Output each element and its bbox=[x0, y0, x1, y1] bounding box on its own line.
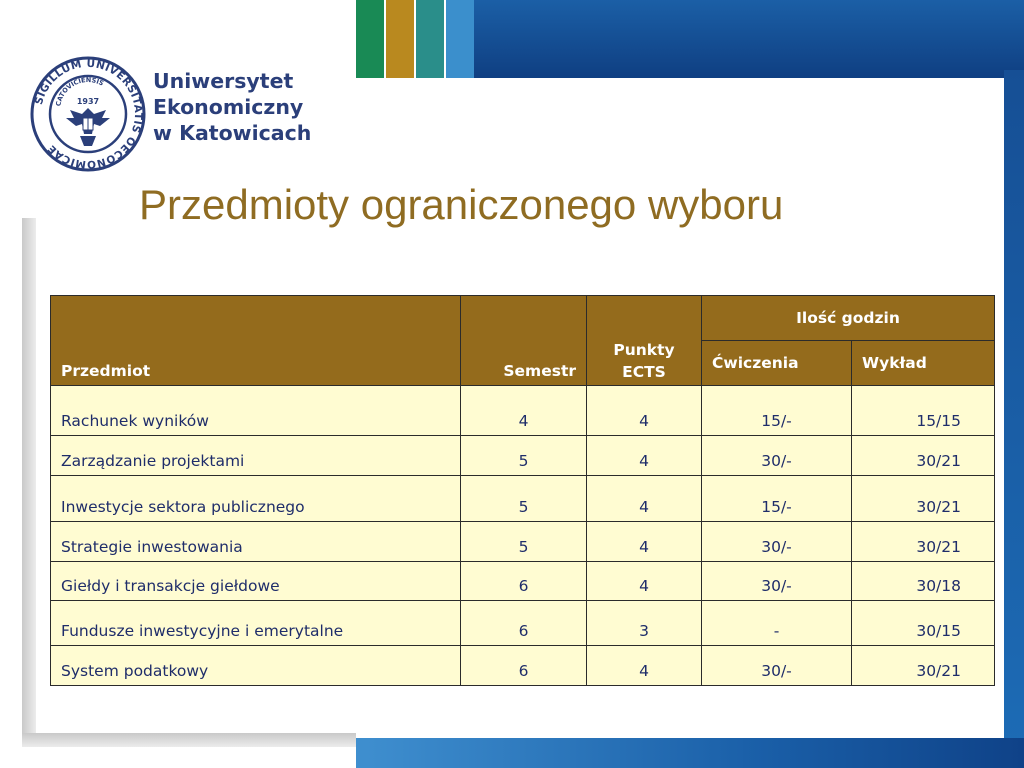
cell-exercises: 30/- bbox=[702, 562, 852, 601]
cell-exercises: 30/- bbox=[702, 436, 852, 476]
university-name-line1: Uniwersytet bbox=[153, 69, 294, 93]
header-ects-label: Punkty ECTS bbox=[613, 340, 675, 381]
table-row bbox=[51, 386, 995, 436]
cell-semester: 5 bbox=[461, 476, 587, 522]
cell-ects: 4 bbox=[587, 646, 702, 686]
cell-lecture: 30/21 bbox=[852, 476, 995, 522]
header-hours-group: Ilość godzin bbox=[702, 296, 995, 341]
green-stripe bbox=[356, 0, 384, 78]
table-row bbox=[51, 522, 995, 562]
bottom-decorative-band bbox=[356, 738, 1024, 768]
cell-ects: 4 bbox=[587, 436, 702, 476]
cell-ects: 4 bbox=[587, 522, 702, 562]
table-row bbox=[51, 646, 995, 686]
cell-exercises: 30/- bbox=[702, 646, 852, 686]
table-row bbox=[51, 601, 995, 646]
left-shadow bbox=[22, 218, 36, 733]
cell-semester: 5 bbox=[461, 522, 587, 562]
table-row bbox=[51, 436, 995, 476]
blue-stripe bbox=[446, 0, 474, 78]
cell-exercises: 15/- bbox=[702, 476, 852, 522]
university-seal-logo bbox=[30, 56, 146, 172]
cell-ects: 4 bbox=[587, 562, 702, 601]
teal-stripe bbox=[416, 0, 444, 78]
university-name-line2: Ekonomiczny bbox=[153, 95, 304, 119]
cell-lecture: 30/18 bbox=[852, 562, 995, 601]
cell-exercises: 15/- bbox=[702, 386, 852, 436]
cell-ects: 3 bbox=[587, 601, 702, 646]
cell-exercises: - bbox=[702, 601, 852, 646]
cell-semester: 6 bbox=[461, 601, 587, 646]
seal-year: 1937 bbox=[76, 97, 100, 106]
cell-ects: 4 bbox=[587, 476, 702, 522]
cell-subject: Rachunek wyników bbox=[51, 386, 461, 436]
cell-lecture: 15/15 bbox=[852, 386, 995, 436]
right-decorative-band bbox=[1004, 70, 1024, 768]
cell-semester: 6 bbox=[461, 562, 587, 601]
subjects-table bbox=[50, 295, 995, 686]
seal-city-text: CATOVICIENSIS bbox=[54, 75, 106, 107]
gold-stripe bbox=[386, 0, 414, 78]
table-row bbox=[51, 476, 995, 522]
university-name-line3: w Katowicach bbox=[153, 121, 312, 145]
university-name bbox=[153, 68, 311, 146]
header-semester: Semestr bbox=[461, 296, 587, 386]
slide-title: Przedmioty ograniczonego wyboru bbox=[139, 181, 784, 228]
header-subject: Przedmiot bbox=[51, 296, 461, 386]
cell-lecture: 30/21 bbox=[852, 436, 995, 476]
header-ects bbox=[587, 296, 702, 386]
cell-exercises: 30/- bbox=[702, 522, 852, 562]
cell-lecture: 30/15 bbox=[852, 601, 995, 646]
cell-subject: System podatkowy bbox=[51, 646, 461, 686]
cell-subject: Giełdy i transakcje giełdowe bbox=[51, 562, 461, 601]
cell-lecture: 30/21 bbox=[852, 646, 995, 686]
cell-subject: Fundusze inwestycyjne i emerytalne bbox=[51, 601, 461, 646]
table-row bbox=[51, 562, 995, 601]
cell-subject: Strategie inwestowania bbox=[51, 522, 461, 562]
header-lecture: Wykład bbox=[852, 341, 995, 386]
top-decorative-band bbox=[474, 0, 1024, 78]
seal-ring-text: SIGILLUM UNIVERSITATIS OECONOMICAE bbox=[32, 57, 145, 171]
cell-subject: Zarządzanie projektami bbox=[51, 436, 461, 476]
cell-lecture: 30/21 bbox=[852, 522, 995, 562]
cell-semester: 4 bbox=[461, 386, 587, 436]
header-exercises: Ćwiczenia bbox=[702, 341, 852, 386]
bottom-shadow bbox=[22, 733, 356, 747]
cell-semester: 5 bbox=[461, 436, 587, 476]
cell-subject: Inwestycje sektora publicznego bbox=[51, 476, 461, 522]
cell-semester: 6 bbox=[461, 646, 587, 686]
cell-ects: 4 bbox=[587, 386, 702, 436]
